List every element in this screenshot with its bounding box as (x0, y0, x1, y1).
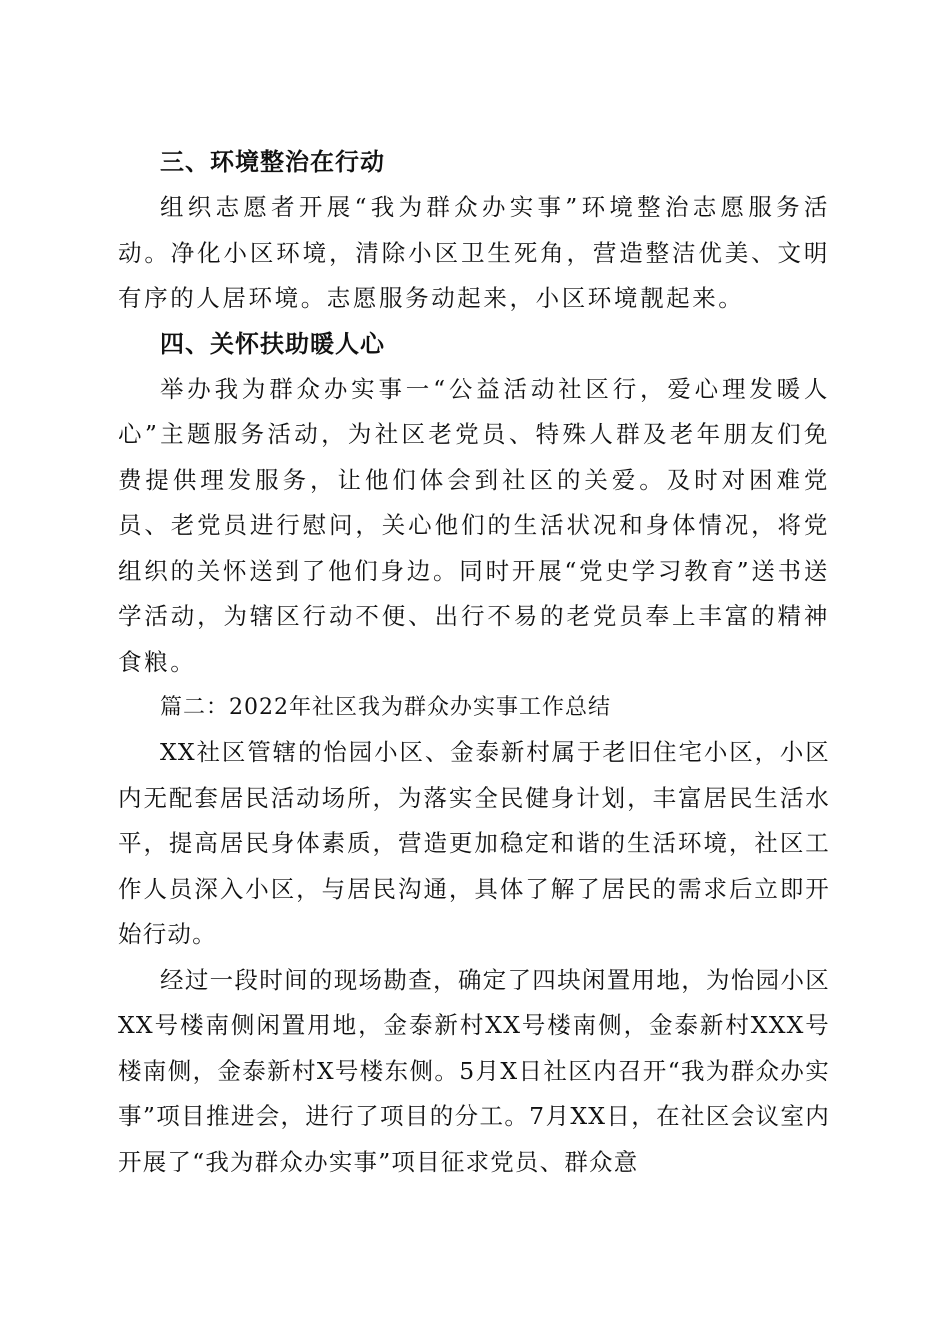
part-two-paragraph-1: XX社区管辖的怡园小区、金泰新村属于老旧住宅小区，小区内无配套居民活动场所，为落实全民健身计划，丰富居民生活水平，提高居民身体素质，营造更加稳定和谐的生活环境，社区工作人员深入小区，与居民沟通，具体了解了居民的需求后立即开始行动。 (118, 738, 830, 948)
part-two-paragraph-2: 经过一段时间的现场勘查，确定了四块闲置用地，为怡园小区XX号楼南侧闲置用地，金泰新村XX号楼南侧，金泰新村XXX号楼南侧，金泰新村X号楼东侧。5月X日社区内召开“我为群众办实事”项目推进会，进行了项目的分工。7月XX日，在社区会议室内开展了“我为群众办实事”项目征求党员、群众意 (118, 965, 830, 1176)
section-heading-environment: 三、环境整治在行动 (160, 148, 385, 176)
part-two-title: 篇二：2022年社区我为群众办实事工作总结 (160, 695, 611, 720)
care-paragraph: 举办我为群众办实事一“公益活动社区行，爱心理发暖人心”主题服务活动，为社区老党员、特殊人群及老年朋友们免费提供理发服务，让他们体会到社区的关爱。及时对困难党员、老党员进行慰问，关心他们的生活状况和身体情况，将党组织的关怀送到了他们身边。同时开展“党史学习教育”送书送学活动，为辖区行动不便、出行不易的老党员奉上丰富的精神食粮。 (118, 374, 830, 676)
document-body (118, 140, 830, 1185)
section-heading-care: 四、关怀扶助暖人心 (160, 329, 385, 358)
environment-paragraph: 组织志愿者开展“我为群众办实事”环境整治志愿服务活动。净化小区环境，清除小区卫生死角，营造整洁优美、文明有序的人居环境。志愿服务动起来，小区环境靓起来。 (118, 193, 830, 312)
